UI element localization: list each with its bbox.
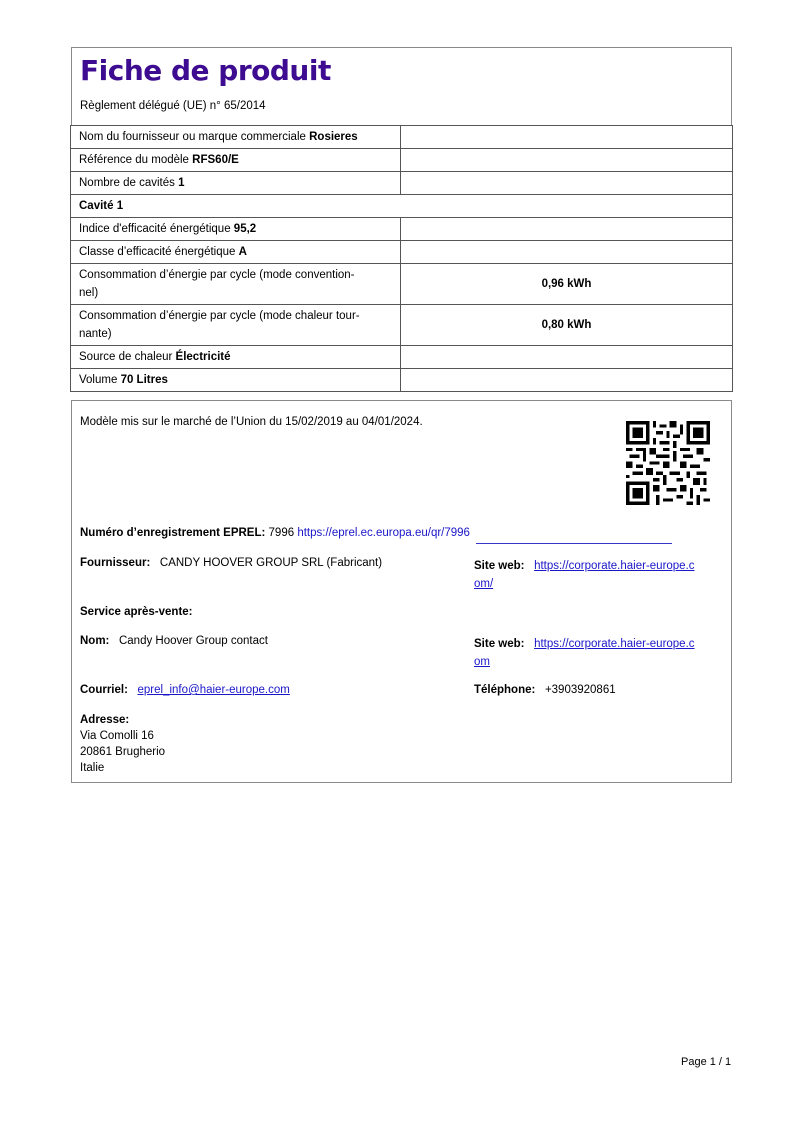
eprel-link[interactable]: https://eprel.ec.europa.eu/qr/7996: [297, 527, 470, 539]
email-row: Courriel: eprel_info@haier-europe.com: [80, 684, 290, 696]
supplier-website-link-cont[interactable]: om/: [474, 578, 494, 590]
supplier-row: Fournisseur: CANDY HOOVER GROUP SRL (Fabricant): [80, 557, 383, 569]
table-row: Classe d’efficacité énergétique A: [71, 241, 733, 264]
heat-source-value: Électricité: [175, 351, 231, 363]
cavities-value: 1: [178, 177, 185, 189]
contact-name: Candy Hoover Group contact: [118, 635, 268, 647]
supplier-name: CANDY HOOVER GROUP SRL (Fabricant): [159, 557, 383, 569]
table-row: Indice d'efficacité énergétique 95,2: [71, 218, 733, 241]
service-website-link-cont[interactable]: om: [474, 656, 490, 668]
eprel-link-underline: [476, 543, 672, 544]
eei-value: 95,2: [233, 223, 257, 235]
service-website: Site web: https://corporate.haier-europe.c om: [474, 638, 695, 668]
table-row: Volume 70 Litres: [71, 369, 733, 392]
volume-value: 70 Litres: [120, 374, 168, 386]
table-row: Référence du modèle RFS60/E: [71, 149, 733, 172]
contact-name-row: Nom: Candy Hoover Group contact: [80, 635, 268, 647]
address-line: 20861 Brugherio: [80, 746, 166, 758]
qr-code-icon[interactable]: [626, 421, 710, 505]
eprel-number: 7996: [268, 527, 295, 539]
page-indicator: Page 1 / 1: [681, 1056, 732, 1068]
cavity-heading: Cavité 1: [79, 200, 124, 212]
address-block: Adresse: Via Comolli 16 20861 Brugherio Italie: [80, 714, 166, 774]
table-row: Consommation d’énergie par cycle (mode convention- nel) 0,96 kWh: [71, 264, 733, 305]
phone-number: +3903920861: [544, 684, 616, 696]
regulation-reference: Règlement délégué (UE) n° 65/2014: [80, 100, 266, 112]
supplier-website-link[interactable]: https://corporate.haier-europe.c: [534, 560, 695, 572]
table-row: Nombre de cavités 1: [71, 172, 733, 195]
table-row: Nom du fournisseur ou marque commerciale Rosieres: [71, 126, 733, 149]
brand-value: Rosieres: [309, 131, 358, 143]
market-period-text: Modèle mis sur le marché de l’Union du 15/02/2019 au 04/01/2024.: [80, 416, 423, 428]
fan-forced-consumption-value: 0,80 kWh: [401, 305, 733, 346]
page-title: Fiche de produit: [80, 54, 331, 87]
eprel-registration: Numéro d’enregistrement EPREL: 7996 https://eprel.ec.europa.eu/qr/7996: [80, 527, 470, 539]
product-sheet: [71, 47, 732, 392]
energy-class-value: A: [238, 246, 247, 258]
table-row: Consommation d’énergie par cycle (mode chaleur tour- nante) 0,80 kWh: [71, 305, 733, 346]
spec-table: [70, 125, 733, 392]
supplier-info-box: [71, 400, 732, 783]
table-row: Source de chaleur Électricité: [71, 346, 733, 369]
header-box: [71, 47, 732, 125]
table-section-header: [71, 195, 733, 218]
address-line: Via Comolli 16: [80, 730, 154, 742]
address-line: Italie: [80, 762, 105, 774]
service-website-link[interactable]: https://corporate.haier-europe.c: [534, 638, 695, 650]
model-value: RFS60/E: [192, 154, 239, 166]
after-sales-heading: Service après-vente:: [80, 606, 193, 618]
email-link[interactable]: eprel_info@haier-europe.com: [137, 684, 290, 696]
conventional-consumption-value: 0,96 kWh: [401, 264, 733, 305]
supplier-website: Site web: https://corporate.haier-europe.c om/: [474, 560, 695, 590]
phone-row: Téléphone: +3903920861: [474, 684, 616, 696]
